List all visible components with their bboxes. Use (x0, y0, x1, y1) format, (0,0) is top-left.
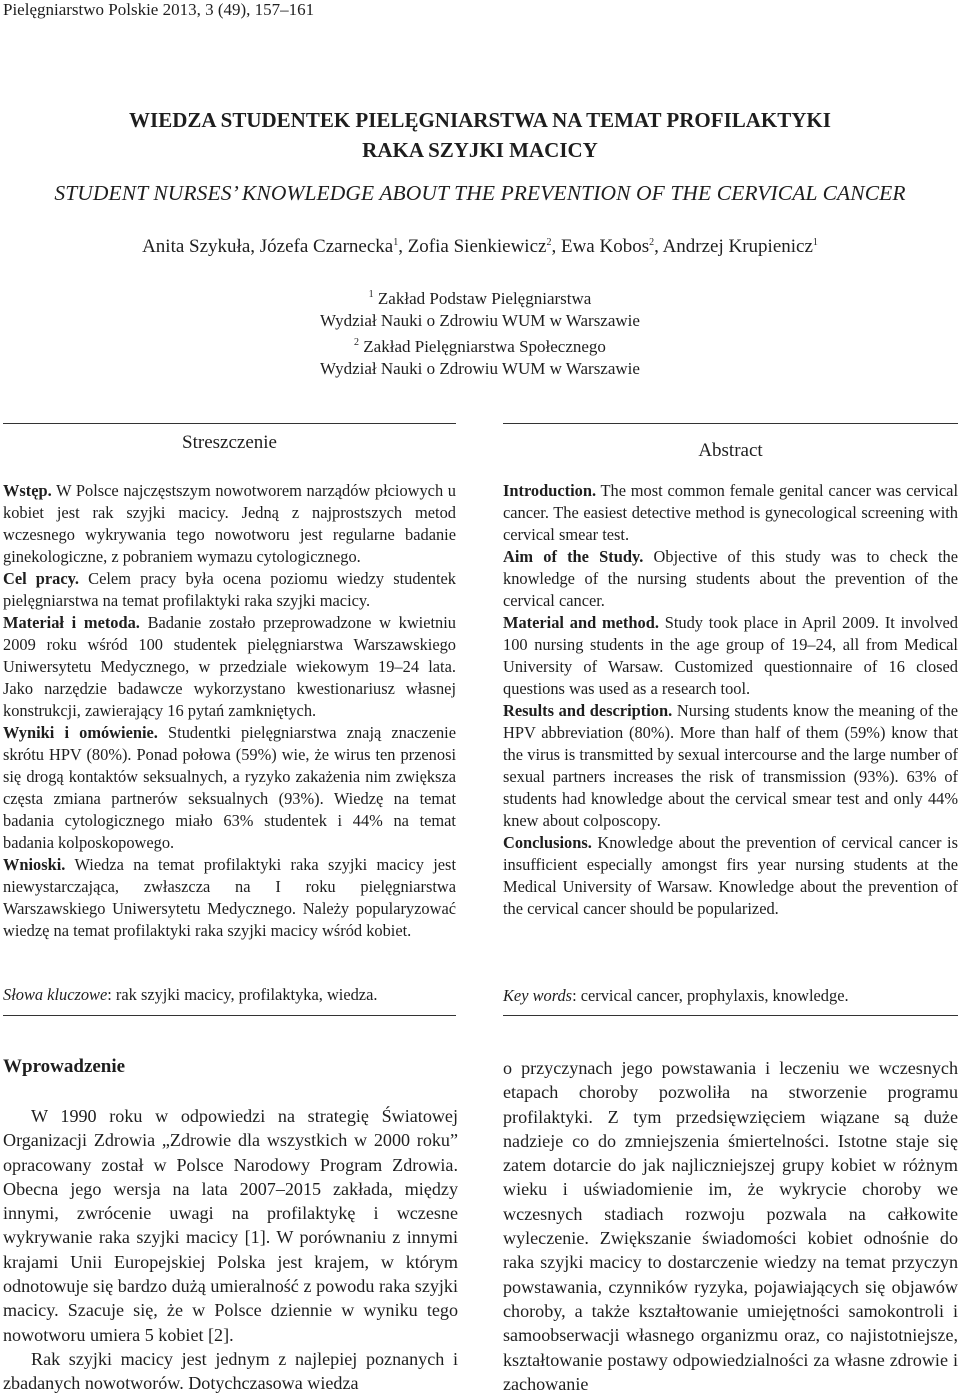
keywords-label: Słowa kluczowe (3, 985, 108, 1004)
author-list: Anita Szykuła, Józefa Czarnecka$^1$, Zofia Sienkiewicz$^2$, Ewa Kobos$^2$, Andrzej Krupienicz$^1$ (142, 236, 818, 257)
abstract-conclusions-label: Conclusions. (503, 833, 592, 852)
keywords-text: : cervical cancer, prophylaxis, knowledge. (572, 986, 849, 1005)
streszczenie-bottom-rule (3, 1015, 456, 1016)
body-paragraph: Rak szyjki macicy jest jednym z najlepiej poznanych i zbadanych nowotworów. Dotychczasowa wiedza (3, 1348, 458, 1394)
affiliation-1-line-2: Wydział Nauki o Zdrowiu WUM w Warszawie (320, 311, 640, 330)
abstract-aim-label: Aim of the Study. (503, 547, 644, 566)
author-affiliation-mark: 2 (649, 237, 655, 248)
keywords-text: : rak szyjki macicy, profilaktyka, wiedza. (107, 985, 378, 1004)
streszczenie-method-text: Badanie zostało przeprowadzone w kwietniu 2009 roku wśród 100 studentek pielęgniarstwa Warszawskiego Uniwersytetu Medycznego, w przedziale wiekowym 19–24 lata. Jako narzędzie badawcze wykorzystano kwestionariusz własnej konstrukcji, zawierający 16 pytań zamkniętych. (3, 613, 456, 720)
keywords-label: Key words (503, 986, 573, 1005)
affiliations (0, 284, 960, 380)
body-paragraph: W 1990 roku w odpowiedzi na strategię Światowej Organizacji Zdrowia „Zdrowie dla wszystkich w 2000 roku” opracowany został w Polsce Narodowy Program Zdrowia. Obecna jego wersja na lata 2007–2015 zakłada, między innymi, zwrócenie uwagi na profilaktykę i wczesne wykrywanie raka szyjki macicy [1]. W porównaniu z innymi krajami Unii Europejskiej Polska jest krajem, w którym odnotowuje się bardzo dużą umieralność z powodu raka szyjki macicy. Szacuje się, że w Polsce dziennie w wyniku tego nowotworu umiera 5 kobiet [2]. (3, 1106, 458, 1345)
affiliation-mark: 2 (354, 337, 360, 348)
affiliation-2-line-2: Wydział Nauki o Zdrowiu WUM w Warszawie (320, 359, 640, 378)
streszczenie-results-label: Wyniki i omówienie. (3, 723, 158, 742)
streszczenie-intro-text: W Polsce najczęstszym nowotworem narządów płciowych u kobiet jest rak szyjki macicy. Jedną z najprostszych metod wczesnego wykrywania tego nowotworu jest regularne badanie ginekologiczne, z pobraniem wymazu cytologicznego. (3, 481, 456, 566)
author-name: Józefa Czarnecka (259, 236, 394, 257)
title-polish-line-1: WIEDZA STUDENTEK PIELĘGNIARSTWA NA TEMAT PROFILAKTYKI (129, 108, 831, 132)
abstract-method-text: Study took place in April 2009. It involved 100 nursing students in the age group of 19–24, all from Medical University of Warsaw. Customized questionnaire of 16 closed questions was used as a research tool. (503, 613, 958, 698)
body-right-column (503, 1056, 958, 1396)
streszczenie-method-label: Materiał i metoda. (3, 613, 140, 632)
body-paragraph: o przyczynach jego powstawania i leczeniu we wczesnych etapach choroby pozwoliła na stworzenie programu profilaktyki. Z tym przedsięwzięciem wiązane są duże nadzieje co do zmniejszenia śmiertelności. Istotne staje się zatem dotarcie do jak najliczniejszej grupy kobiet w różnym wieku i uświadomienie im, że wykrycie choroby we wczesnych stadiach rozwoju pozwala na całkowite wyleczenie. Zwiększanie świadomości kobiet odnośnie do raka szyjki macicy to dostarczenie wiedzy na temat przyczyn powstawania, czynników ryzyka, pojawiających się objawów choroby, a także kształtowanie umiejętności samokontroli i samoobserwacji własnego organizmu oraz, co najistotniejsze, kształtowanie postawy odpowiedzialności za własne zdrowie i zachowanie (503, 1058, 958, 1394)
abstract-body (503, 480, 958, 920)
author-affiliation-mark: 2 (546, 237, 552, 248)
section-title-wprowadzenie: Wprowadzenie (3, 1056, 126, 1077)
abstract-results-text: Nursing students know the meaning of the HPV abbreviation (80%). More than half of them (59%) know that the virus is transmitted by sexual intercourse and the large number of sexual partners increases the risk of transmission (93%). 63% of students had knowledge about the cervical smear test and only 44% knew about colposcopy. (503, 701, 958, 830)
title-english: STUDENT NURSES’ KNOWLEDGE ABOUT THE PREVENTION OF THE CERVICAL CANCER (54, 181, 906, 205)
abstract-conclusions-text: Knowledge about the prevention of cervical cancer is insufficient especially amongst firs year nursing students at the Medical University of Warsaw. Knowledge about the prevention of the cervical cancer should be popularized. (503, 833, 958, 918)
body-left-column (3, 1104, 458, 1396)
affiliation-mark: 1 (368, 289, 374, 300)
abstract-results-label: Results and description. (503, 701, 673, 720)
streszczenie-conclusions-text: Wiedza na temat profilaktyki raka szyjki macicy jest niewystarczająca, zwłaszcza na I roku pielęgniarstwa Warszawskiego Uniwersytetu Medycznego. Należy popularyzować wiedzę na temat profilaktyki raka szyjki macicy wśród kobiet. (3, 855, 456, 940)
affiliation-text: Zakład Pielęgniarstwa Społecznego (363, 337, 606, 356)
author-affiliation-mark: 1 (393, 237, 399, 248)
author-affiliation-mark: 1 (812, 237, 818, 248)
streszczenie-aim-text: Celem pracy była ocena poziomu wiedzy studentek pielęgniarstwa na temat profilaktyki raka szyjki macicy. (3, 569, 457, 610)
affiliation-1-line-1 (0, 284, 960, 310)
author-name: Anita Szykuła (142, 236, 251, 257)
abstract-bottom-rule (503, 1015, 958, 1016)
streszczenie-heading: Streszczenie (182, 432, 277, 453)
author-name: Zofia Sienkiewicz (407, 236, 547, 257)
streszczenie-conclusions-label: Wnioski. (3, 855, 66, 874)
abstract-intro-text: The most common female genital cancer was cervical cancer. The easiest detective method is gynecological screening with cervical smear test. (503, 481, 958, 544)
abstract-keywords (503, 986, 958, 1006)
affiliation-text: Zakład Podstaw Pielęgniarstwa (377, 289, 592, 308)
streszczenie-top-rule (3, 423, 456, 424)
streszczenie-aim-label: Cel pracy. (3, 569, 80, 588)
streszczenie-intro-label: Wstęp. (3, 481, 52, 500)
abstract-top-rule (503, 423, 958, 424)
abstract-heading: Abstract (698, 440, 763, 461)
author-name: Ewa Kobos (560, 236, 650, 257)
author-name: Andrzej Krupienicz (662, 236, 813, 257)
affiliation-2-line-1 (0, 332, 960, 358)
streszczenie-results-text: Studentki pielęgniarstwa znają znaczenie skrótu HPV (80%). Ponad połowa (59%) wie, że wirus ten przenosi się drogą kontaktów seksualnych, a ryzyko zakażenia nim zwiększa częsta zmiana partnerów seksualnych (93%). Wiedzę na temat badania cytologicznego miało 63% studentek i 44% na temat badania kolposkopowego. (3, 723, 456, 852)
abstract-intro-label: Introduction. (503, 481, 597, 500)
streszczenie-keywords (3, 985, 456, 1005)
abstract-method-label: Material and method. (503, 613, 659, 632)
abstract-aim-text: Objective of this study was to check the knowledge of the nursing students about the prevention of the cervical cancer. (503, 547, 958, 610)
streszczenie-body (3, 480, 456, 942)
journal-reference: Pielęgniarstwo Polskie 2013, 3 (49), 157–161 (3, 0, 315, 19)
title-polish (0, 105, 960, 165)
title-polish-line-2: RAKA SZYJKI MACICY (362, 138, 598, 162)
